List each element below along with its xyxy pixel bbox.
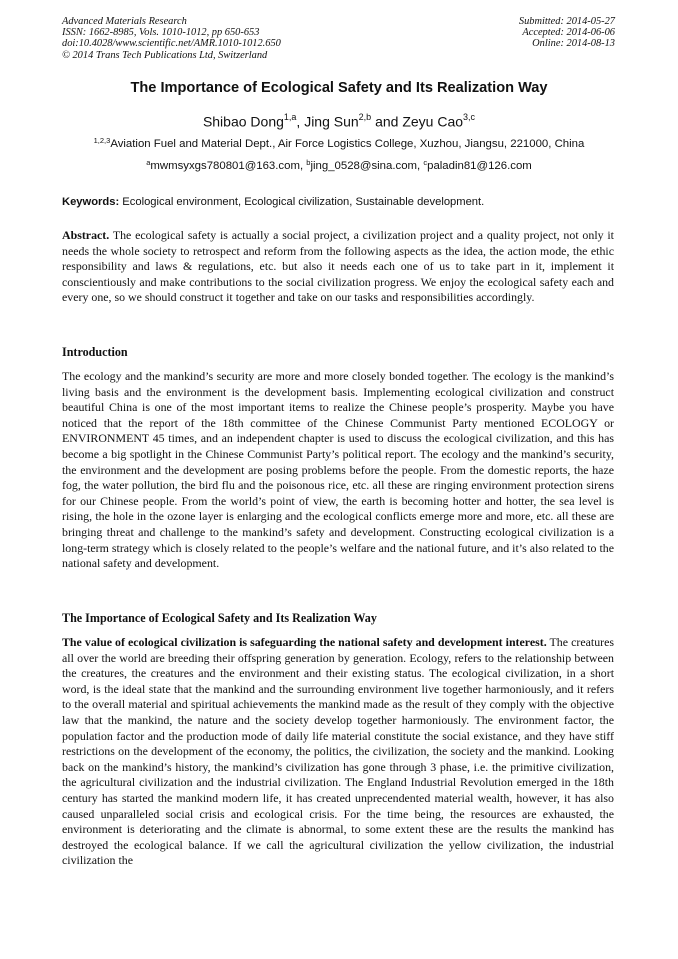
copyright-line: © 2014 Trans Tech Publications Ltd, Switzerland [62, 49, 268, 61]
submitted-date: Submitted: 2014-05-27 [518, 16, 615, 27]
author-separator: , [296, 113, 305, 130]
email-superscript: b [306, 158, 311, 167]
email-superscript: a [146, 158, 151, 167]
accepted-date: Accepted: 2014-06-06 [522, 27, 615, 39]
author-superscript: 2,b [358, 112, 372, 122]
abstract-label: Abstract. [62, 228, 110, 242]
email-address: mwmsyxgs780801@163.com, [150, 160, 307, 172]
affiliation-superscript: 1,2,3 [93, 136, 111, 145]
author-separator: and [371, 113, 403, 130]
online-date: Online: 2014-08-13 [532, 38, 615, 50]
author-name: Zeyu Cao [402, 113, 464, 130]
author-name: Shibao Dong [202, 113, 284, 130]
paper-title: The Importance of Ecological Safety and Its Realization Way [130, 80, 548, 96]
doi-line: doi:10.4028/www.scientific.net/AMR.1010-1012.650 [62, 38, 281, 50]
section-heading: The Importance of Ecological Safety and Its Realization Way [62, 611, 377, 625]
affiliation [0, 138, 678, 150]
author-superscript: 1,a [283, 112, 297, 122]
introduction-paragraph: The ecology and the mankind’s security are more and more closely bonded together. The ecology is the mankind’s living basis and the environment is the development basis. Implementing ecological civilization and construct beautiful China is one of the most important items to realize the Chinese people’s prosperity. Maybe you have noticed that the report of the 18th committee of the Chinese Communist Party mentioned ECOLOGY or ENVIRONMENT 45 times, and an independent chapter is used to discuss the ecological civilization, and this has become a big spotlight in the Chinese Communist Party’s political report. The ecology and the mankind’s security, the environment and the development are posing problems before the people. From the domestic reports, the haze fog, the water pollution, the bird flu and the poisonous rice, etc. all these are ringing environment protection sirens for our Chinese people. From the world’s point of view, the earth is becoming hotter and hotter, the sea level is rising, the hole in the ozone layer is enlarging and the ecological conflicts emerge more and more, etc. all these are bringing threat and challenge to the mankind’s safety and development. Constructing ecological civilization is a long-term strategy which is closely related to the people’s welfare and the national future, and it’s also related to the national safety and development. [62, 369, 614, 571]
author-superscript: 3,c [463, 112, 476, 122]
author-list [0, 113, 678, 130]
issn-line: ISSN: 1662-8985, Vols. 1010-1012, pp 650-653 [62, 27, 260, 39]
email-superscript: c [423, 158, 428, 167]
section-body [62, 635, 614, 869]
email-address: paladin81@126.com [427, 160, 532, 172]
keywords [62, 196, 617, 208]
introduction-heading: Introduction [62, 345, 128, 359]
email-list [0, 160, 678, 172]
keywords-text: Ecological environment, Ecological civilization, Sustainable development. [119, 196, 485, 208]
section-paragraph [62, 635, 614, 869]
journal-name: Advanced Materials Research [62, 16, 187, 27]
abstract-paragraph [62, 228, 614, 306]
affiliation-text: Aviation Fuel and Material Dept., Air Force Logistics College, Xuzhou, Jiangsu, 221000, China [110, 138, 585, 150]
keywords-label: Keywords: [62, 196, 120, 208]
introduction-body [62, 369, 614, 572]
section-lead: The value of ecological civilization is safeguarding the national safety and development interest. [62, 635, 547, 649]
author-name: Jing Sun [304, 113, 359, 130]
publication-dates [519, 16, 615, 50]
abstract-text: The ecological safety is actually a social project, a civilization project and a quality project, not only it needs the whole society to retrospect and reform from the following aspects as the idea, the action mode, the ethic responsibility and laws & regulations, etc. but also it needs each one of us to take part in it, implement it conscientiously and make contributions to the social civilization progress. We enjoy the ecological safety each and every one, so we should construct it together and take on our tasks and responsibilities accordingly. [62, 228, 614, 305]
publication-info [62, 16, 281, 61]
section-text: The creatures all over the world are breeding their offspring generation by generation. Ecology, refers to the relationship between the creatures, the creatures and the environment and their existing status. The ecological civilization, in a short word, is the ideal state that the mankind and the surrounding environment live together harmoniously, and it refers to the overall material and spiritual achievements the mankind made as the result of they comply with the objective law that the mankind, the nature and the society develop together harmoniously. The environment factor, the population factor and the production mode of daily life material constitute the social existance, and they have stiff restrictions on the development of the economy, the politics, the civilization, the society and the mankind. Looking back on the mankind’s history, the mankind’s civilization has gone through 3 phase, i.e. the primitive civilization, the agricultural civilization and the industrial civilization. The England Industrial Revolution emerged in the 18th century has started the mankind modern life, it has created unprecendented material wealth, however, it has also caused unparalleled social crisis and ecological crisis. For the time being, the resources are exhausted, the environment is deteriorating and the climate is abnormal, to some extent these are the results the mankind has destroyed the ecological balance. If we call the agricultural civilization the yellow civilization, the industrial civilization the [62, 635, 615, 868]
abstract [62, 228, 614, 306]
email-address: jing_0528@sina.com, [310, 160, 424, 172]
